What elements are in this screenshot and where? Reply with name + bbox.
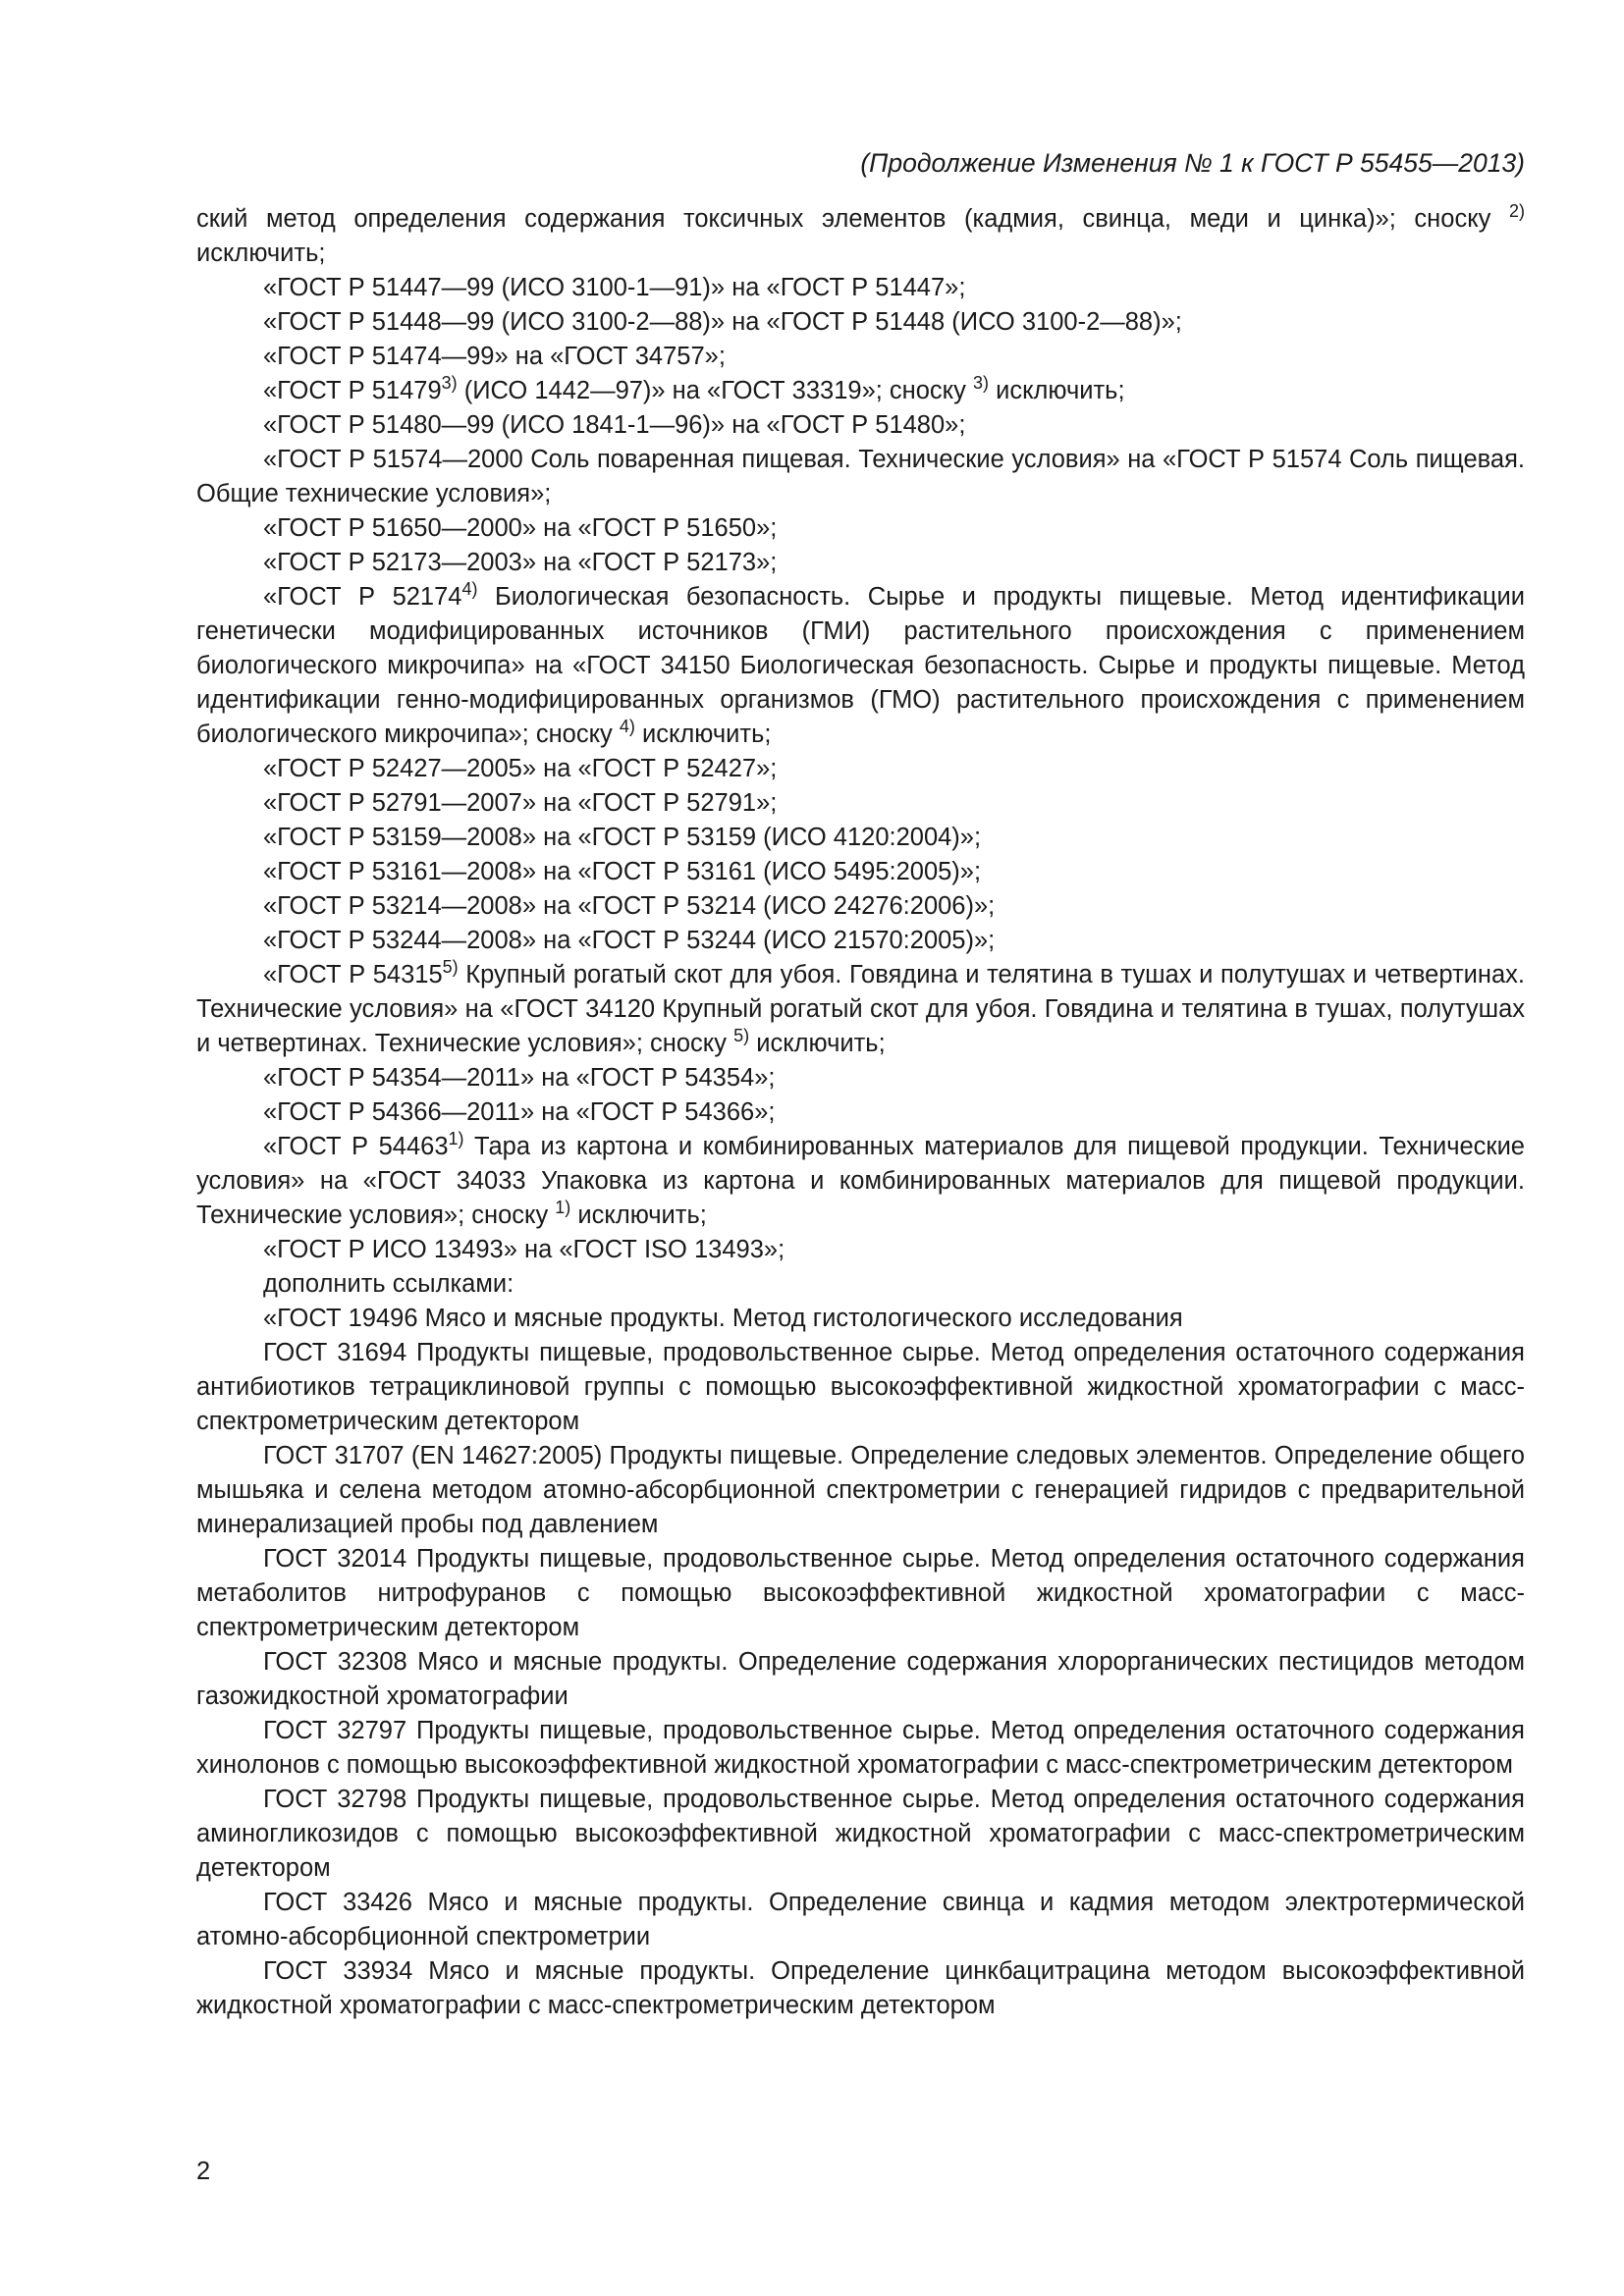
text: исключить;	[196, 240, 326, 267]
paragraph-8: «ГОСТ Р 51650—2000» на «ГОСТ Р 51650»;	[263, 514, 778, 542]
paragraph-7: «ГОСТ Р 51574—2000 Соль поваренная пищевая. Технические условия» на «ГОСТ Р 51574 Соль пищевая. Общие технические условия»;	[196, 446, 1525, 507]
paragraph-25: ГОСТ 31707 (EN 14627:2005) Продукты пищевые. Определение следовых элементов. Определение общего мышьяка и селена методом атомно-абсорбционной спектрометрии с генерацией гидридов с предварительной минерализацией пробы под давлением	[196, 1442, 1525, 1538]
paragraph-19: «ГОСТ Р 54366—2011» на «ГОСТ Р 54366»;	[263, 1098, 776, 1126]
page-number: 2	[196, 2158, 211, 2185]
text: Крупный рогатый скот для убоя. Говядина и телятина в тушах и полутушах и четвертинах. Технические условия» на «ГОСТ 34120 Крупный рогатый скот для убоя. Говядина и телятина в тушах, полутушах и четвертинах. Технические условия»; сноску	[196, 961, 1525, 1057]
footnote-ref: 5)	[442, 956, 459, 977]
paragraph-31: ГОСТ 33934 Мясо и мясные продукты. Определение цинкбацитрацина методом высокоэффективной жидкостной хроматографии с масс-спектрометрическим детектором	[196, 1957, 1525, 2019]
footnote-ref: 1)	[555, 1197, 571, 1217]
text: исключить;	[749, 1030, 886, 1057]
paragraph-15: «ГОСТ Р 53214—2008» на «ГОСТ Р 53214 (ИСО 24276:2006)»;	[263, 892, 996, 920]
paragraph-13: «ГОСТ Р 53159—2008» на «ГОСТ Р 53159 (ИСО 4120:2004)»;	[263, 824, 982, 851]
footnote-ref: 2)	[1508, 200, 1525, 221]
paragraph-12: «ГОСТ Р 52791—2007» на «ГОСТ Р 52791»;	[263, 789, 778, 817]
paragraph-28: ГОСТ 32797 Продукты пищевые, продовольственное сырье. Метод определения остаточного содержания хинолонов с помощью высокоэффективной жидкостной хроматографии с масс-спектрометрическим детектором	[196, 1717, 1525, 1779]
footnote-ref: 4)	[461, 578, 478, 599]
paragraph-2: «ГОСТ Р 51447—99 (ИСО 3100-1—91)» на «ГОСТ Р 51447»;	[263, 274, 966, 301]
footnote-ref: 3)	[441, 372, 458, 393]
text: исключить;	[634, 721, 772, 748]
paragraph-5	[196, 374, 1525, 408]
paragraph-24: ГОСТ 31694 Продукты пищевые, продовольственное сырье. Метод определения остаточного содержания антибиотиков тетрациклиновой группы с помощью высокоэффективной жидкостной хроматографии с масс-спектрометрическим детектором	[196, 1339, 1525, 1435]
footnote-ref: 1)	[448, 1128, 464, 1148]
paragraph-11: «ГОСТ Р 52427—2005» на «ГОСТ Р 52427»;	[263, 755, 778, 782]
text: «ГОСТ Р 52174	[263, 583, 462, 611]
paragraph-10	[196, 580, 1525, 752]
paragraph-9: «ГОСТ Р 52173—2003» на «ГОСТ Р 52173»;	[263, 549, 778, 576]
running-header: (Продолжение Изменения № 1 к ГОСТ Р 55455—2013)	[860, 148, 1525, 178]
text: (ИСО 1442—97)» на «ГОСТ 33319»; сноску	[457, 377, 973, 404]
document-page	[196, 145, 1525, 2023]
paragraph-23: «ГОСТ 19496 Мясо и мясные продукты. Метод гистологического исследования	[263, 1305, 1183, 1332]
paragraph-17	[196, 958, 1525, 1061]
paragraph-14: «ГОСТ Р 53161—2008» на «ГОСТ Р 53161 (ИСО 5495:2005)»;	[263, 858, 982, 885]
paragraph-21: «ГОСТ Р ИСО 13493» на «ГОСТ ISO 13493»;	[263, 1236, 785, 1263]
text: ский метод определения содержания токсичных элементов (кадмия, свинца, меди и цинка)»; сноску	[196, 205, 1509, 233]
text: Биологическая безопасность. Сырье и продукты пищевые. Метод идентификации генетически модифицированных источников (ГМИ) растительного происхождения с применением биологического микрочипа» на «ГОСТ 34150 Биологическая безопасность. Сырье и продукты пищевые. Метод идентификации генно-модифицированных организмов (ГМО) растительного происхождения с применением биологического микрочипа»; сноску	[196, 583, 1525, 748]
text: исключить;	[570, 1201, 707, 1229]
footnote-ref: 5)	[733, 1025, 750, 1045]
text: «ГОСТ Р 51479	[263, 377, 442, 404]
paragraph-6: «ГОСТ Р 51480—99 (ИСО 1841-1—96)» на «ГОСТ Р 51480»;	[263, 411, 966, 439]
paragraph-22: дополнить ссылками:	[263, 1270, 514, 1298]
footnote-ref: 3)	[972, 372, 989, 393]
text: «ГОСТ Р 54463	[263, 1133, 449, 1160]
paragraph-4: «ГОСТ Р 51474—99» на «ГОСТ 34757»;	[263, 343, 726, 370]
paragraph-29: ГОСТ 32798 Продукты пищевые, продовольственное сырье. Метод определения остаточного содержания аминогликозидов с помощью высокоэффективной жидкостной хроматографии с масс-спектрометрическим детектором	[196, 1786, 1525, 1882]
text: «ГОСТ Р 54315	[263, 961, 443, 988]
paragraph-1	[196, 202, 1525, 271]
text: исключить;	[988, 377, 1125, 404]
paragraph-30: ГОСТ 33426 Мясо и мясные продукты. Определение свинца и кадмия методом электротермической атомно-абсорбционной спектрометрии	[196, 1889, 1525, 1950]
paragraph-3: «ГОСТ Р 51448—99 (ИСО 3100-2—88)» на «ГОСТ Р 51448 (ИСО 3100-2—88)»;	[263, 308, 1182, 336]
text: Тара из картона и комбинированных материалов для пищевой продукции. Технические условия» на «ГОСТ 34033 Упаковка из картона и комбинированных материалов для пищевой продукции. Технические условия»; сноску	[196, 1133, 1525, 1229]
paragraph-27: ГОСТ 32308 Мясо и мясные продукты. Определение содержания хлорорганических пестицидов методом газожидкостной хроматографии	[196, 1648, 1525, 1710]
paragraph-16: «ГОСТ Р 53244—2008» на «ГОСТ Р 53244 (ИСО 21570:2005)»;	[263, 927, 996, 954]
paragraph-18: «ГОСТ Р 54354—2011» на «ГОСТ Р 54354»;	[263, 1064, 776, 1092]
paragraph-26: ГОСТ 32014 Продукты пищевые, продовольственное сырье. Метод определения остаточного содержания метаболитов нитрофуранов с помощью высокоэффективной жидкостной хроматографии с масс-спектрометрическим детектором	[196, 1545, 1525, 1641]
paragraph-20	[196, 1130, 1525, 1233]
footnote-ref: 4)	[619, 716, 635, 736]
